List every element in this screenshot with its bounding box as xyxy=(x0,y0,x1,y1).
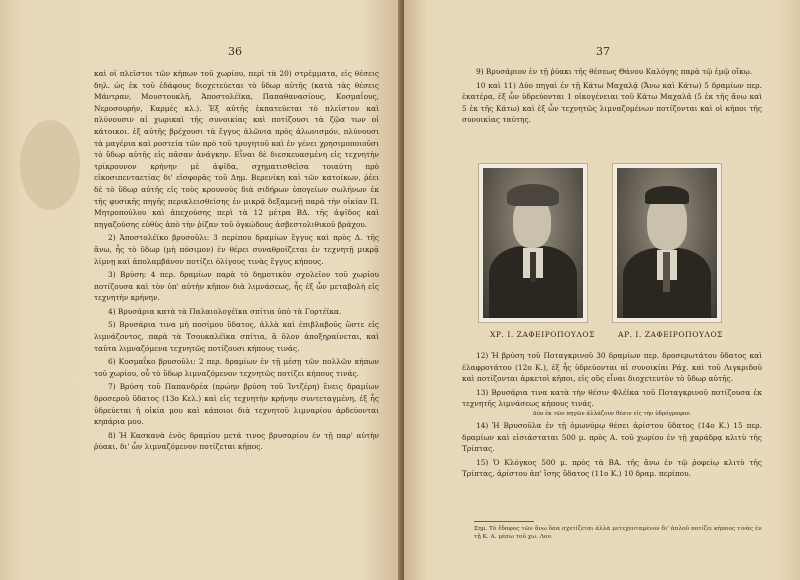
portrait-image xyxy=(617,168,717,318)
tie-shape xyxy=(530,252,536,282)
paragraph: 8) Ἡ Κασκανὰ ἑνὸς δραμίου μετά τινος βρυσαρίου ἐν τῇ παρ' αὐτὴν ῥύακι, δι' ὧν λιμναζόμενον ποτίζεται κῆπος. xyxy=(94,430,379,452)
right-page-top-text xyxy=(462,66,762,126)
paragraph: 15) Ὁ Κλόγκος 500 μ. πρὸς τὰ ΒΑ. τῆς ἄνω ἐν τῷ ῥοφείῳ κλιτὺ τῆς Τρίπτας, ἀρίστου ἀπ' ἴσης ὕδατος (11ο Κ.) 10 δραμ. περίπου. xyxy=(462,457,762,479)
paragraph: 4) Βρυσάρια κατὰ τὰ Παλαιολογέϊκα σπίτια ὑπὸ τὰ Γορτέϊκα. xyxy=(108,306,342,316)
right-page-bottom-text xyxy=(462,350,762,480)
paragraph: 12) Ἡ βρύση τοῦ Ποταγκρινοῦ 30 δραμίων περ. δροσερωτάτου ὕδατος καὶ ἐλαφροτάτου (12ο Κ.), ἐξ ἧς ὑδρεύονται αἱ συνοικίαι Ράχ. καὶ τοῦ Λιγκριδοῦ καὶ ποτίζονται ἀρκετοὶ κῆποι, εἰς οὓς εἶναι διοχετευτὸν τὸ ὕδωρ αὐτῆς. xyxy=(462,351,762,384)
paragraph: 3) Βρύση: 4 περ. δραμίων παρὰ τὸ δημοτικὸν σχολεῖον τοῦ χωρίου ποτίζουσα καὶ τὸν ὑπ' αὐτὴν κῆπον διὰ λιμνάσεως, ἧς ἐξ ὧν μεταβολὴ εἰς τεχνητὴν κρήνην. xyxy=(94,270,379,303)
right-page xyxy=(404,0,800,580)
paragraph: 9) Βρυσάριον ἐν τῇ ῥύακι τῆς θέσεως Θάνου Καλόγης παρὰ τῷ ἐμῷ οἴκῳ. xyxy=(476,67,753,76)
portrait-photo-left xyxy=(478,163,588,323)
paper-stain xyxy=(20,120,80,210)
page-number: 36 xyxy=(228,45,242,58)
page-number: 37 xyxy=(596,45,610,58)
paragraph: 5) Βρυσάρια τινα μὴ ποσίμου ὕδατος, ἀλλὰ καὶ ἐπιβλαβοῦς ὥστε εἰς λιμνάζοντος, παρὰ τὰ Τσουκαλέϊκα σπίτια, ἃ ὅλον ἀποξηραίνεται, καὶ ταῦτα λιμναζόμενα τεχνητῶς ποτίζουσι κήπους τινάς. xyxy=(94,320,379,353)
photo-caption-right: ΑΡ. Ι. ΖΑΦΕΙΡΟΠΟΥΛΟΣ xyxy=(618,330,724,339)
tie-shape xyxy=(663,252,670,292)
portrait-image xyxy=(483,168,583,318)
cap-shape xyxy=(507,184,559,206)
portrait-photo-right xyxy=(612,163,722,323)
left-page-text xyxy=(94,68,379,453)
paragraph: 13) Βρυσάρια τινα κατὰ τὴν θέσιν Φλέϊκα τοῦ Ποταγκρινοῦ ποτίζουσα ἐκ τεχνητῆς λιμνάσεως κήπους τινάς. xyxy=(462,387,762,409)
paragraph: 10 καὶ 11) Δύο πηγαὶ ἐν τῇ Κάτω Μαχαλᾷ (Ἄνω καὶ Κάτω) 5 δραμίων περ. ἑκατέρα, ἐξ ὧν ὑδρεύονται 1 οἰκογένειαι τοῦ Κάτω Μαχαλᾶ (5 ἐκ τῆς ἄνω καὶ 5 ἐκ τῆς Κάτω) καὶ ἐξ ὧν τεχνητῶς λιμναζομένων ποτίζονται καὶ οἱ κῆποι τῆς συνοικίας ταύτης. xyxy=(462,80,762,125)
paragraph: 7) Βρύση τοῦ Παπανδρέα (πρώην βρύση τοῦ Ἰντζέρη) ἔνεις δραμίων δροσεροῦ ὕδατος (13ο Κελ.) καὶ εἰς τεχνητὴν κρήνην συντεταγμένη, ἐξ ἧς ὑδρεύεται ἡ οἰκία μου καὶ κάποιοι διὰ τεχνητοῦ λιμναρίου ἀρδεύονται κηπάρια μου. xyxy=(94,382,379,427)
footnote: Σημ. Τὸ ἔδαφος τῶν ἄνω ὅσα σχετίζεται ἀλλὰ μετεχενταμένον δι' ἀπλοῦ ποτίζει κήπους τινὰς ἐν τῇ Κ. Α. μέσω τοῦ χω. Λον. xyxy=(474,526,762,540)
paragraph: 6) Κοσμαΐκο βρυσοῦλι: 2 περ. δραμίων ἐν τῇ μέσῃ τῶν πολλῶν κήπων τοῦ χωρίου, οὗ τὸ ὕδωρ λιμναζόμενον τεχνητῶς ποτίζει κήπους τινάς. xyxy=(94,357,379,378)
paragraph: 2) Ἀποστολέϊκο βρυσοῦλι: 3 περίπου δραμίων ἔγγυς καὶ πρὸς Δ. τῆς ἄνω, ἧς τὸ ὕδωρ (μὴ πόσιμον) ἐν θέρει συναθροίζεται ἐν τεχνητῇ μικρᾷ λίμνῃ καὶ ἀπολαμβάνον ποτίζει ὀλίγους τινὰς ἔγγυς κήπους. xyxy=(94,233,379,266)
paragraph: καὶ οἱ πλεῖστοι τῶν κήπων τοῦ χωρίου, περὶ τὰ 20) στρέμματα, εἰς θέσεις δηλ. ὡς ἐκ τοῦ ἐδάφους διοχετεύεται τὸ ὕδωρ αὐτῆς (κατὰ τὰς θέσεις Μάντραν, Μουστουκλῆ, Ἀποστολέϊκα, Παπαθανασίους, Κοσμαΐους, Νεροσουρήν, Καρμές κλ.). Ἐξ αὐτῆς ἐκπατεύεται τὸ πλεῖστον καὶ πλύνουσιν αἱ χωρικαὶ τῆς συνοικίας καὶ ποτίζουσι τὰ ζῷα των οἱ κάτοικοι. ἐξ αὐτῆς βρέχουσι τὰ ἔγγυς ἀλῶνια πρὸς ἁλωνισμόν, πλύνουσι τὰ μαγέρια καὶ ροστεία τῶν πρὸ τοῦ τρυγητοῦ καὶ ἐν γένει χρησιμοποιοῦσι τὸ ὕδωρ αὐτῆς εἰς πᾶσαν ἀνάγκην. Εἶναι δὲ διεσκευασμένη εἰς τεχνητὴν τρίκρουνον κρήνην μὲ ἀψῖδα, σχηματισθεῖσα τοιαύτη πρὸ εἰκοσιπενταετίας δι' εἰσφορᾶς τοῦ Δημ. Βερενίκη καὶ τῶν κατοίκων, ῥέει δὲ τὸ ὕδωρ αὐτῆς εἰς τοὺς κρουνοὺς διὰ σιδήρων ὑπογείων σωλήνων ἐκ τῆς φυσικῆς πηγῆς περικλεισθείσης ἐν μικρᾷ δεξαμενῇ παρὰ τὴν οἰκίαν Π. Μητροπούλου καὶ ἀπεχούσης περὶ τὰ 12 μέτρα ΒΔ. τῆς ἀψῖδος καὶ πηγαζούσης εὐθὺς ἀπὸ τὴν ῥίζαν τοῦ ὀγκώδους ἀσβεστολιθικοῦ βράχου. xyxy=(94,69,379,229)
paragraph: 14) Ἡ Βρυσοῦλα ἐν τῇ ὁμωνύμῳ θέσει ἀρίστου ὕδατος (14ο Κ.) 15 περ. δραμίων καὶ εἰσιάσταται 500 μ. πρὸς Α. τοῦ χωρίου ἐν τῇ χαράδρᾳ κλιτὺ τῆς Τρίπτας. xyxy=(462,420,762,454)
hair-shape xyxy=(645,186,689,204)
photo-caption-left: ΧΡ. Ι. ΖΑΦΕΙΡΟΠΟΥΛΟΣ xyxy=(490,330,595,339)
footnote-rule xyxy=(474,521,534,522)
inline-note: Δύο ἐκ τῶν πηγῶν ἀλλάζουν θέσιν εἰς τὴν ὑδρόγραφον. xyxy=(532,410,692,417)
